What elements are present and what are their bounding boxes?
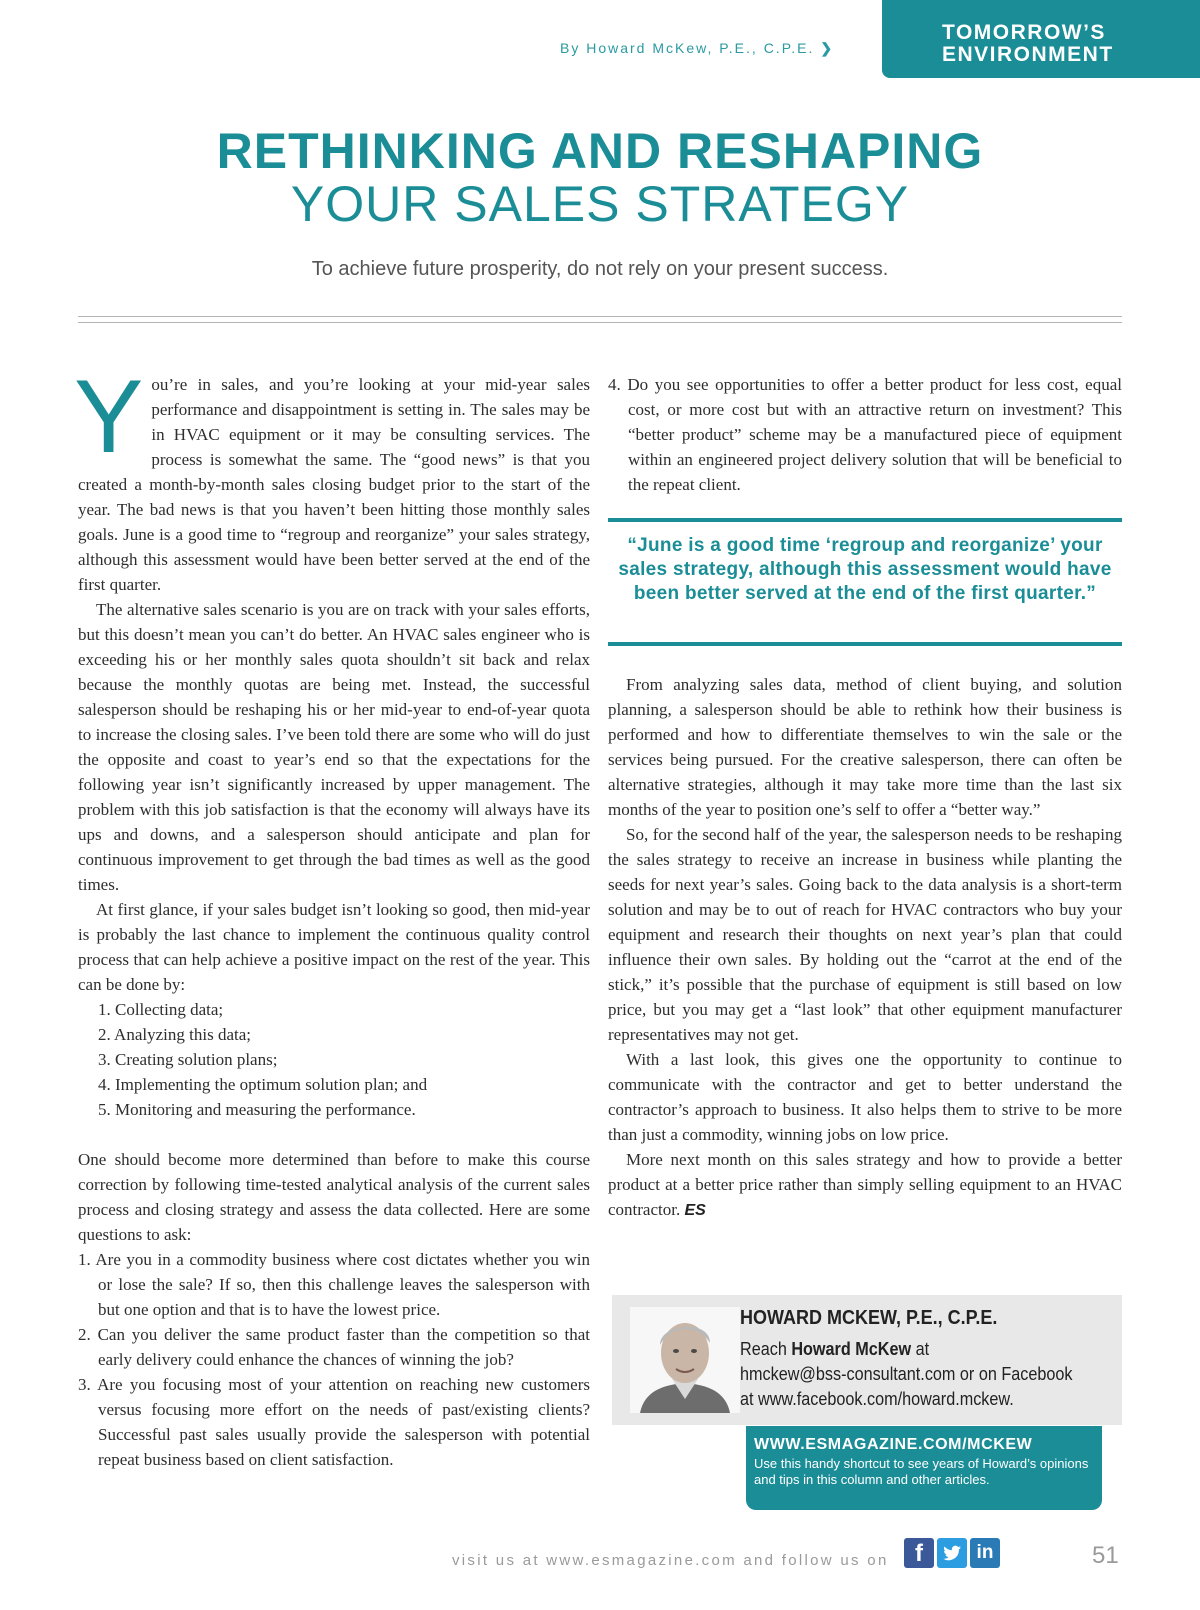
list-item: 1. Collecting data; <box>98 1000 224 1019</box>
headline-line1: RETHINKING AND RESHAPING <box>216 123 984 179</box>
twitter-icon[interactable] <box>937 1538 967 1568</box>
author-bio <box>612 1295 1122 1425</box>
shortcut-box[interactable] <box>746 1426 1102 1510</box>
author-photo <box>630 1307 740 1413</box>
section-tab <box>882 0 1200 78</box>
reach-prefix: Reach <box>740 1339 787 1359</box>
list-item: 3. Are you focusing most of your attention on reaching new customers versus focusing more effort on the needs of past/existing clients? Successful past sales usually provide the salesperson with potential repeat business based on client satisfaction. <box>78 1375 590 1469</box>
byline <box>560 40 840 57</box>
paragraph-intro <box>74 359 590 597</box>
list-item: 4. Do you see opportunities to offer a better product for less cost, equal cost, or more cost but with an attractive return on investment? This “better product” scheme may be a manufactured piece of equipment within an engineered project delivery solution that will be beneficial to the repeat client. <box>608 375 1122 494</box>
linkedin-icon[interactable]: in <box>970 1538 1000 1568</box>
dek: To achieve future prosperity, do not rely on your present success. <box>311 258 889 280</box>
chevron-right-icon: ❯ <box>820 40 835 56</box>
paragraph-7: With a last look, this gives one the opportunity to continue to communicate with the contractor and get to better understand the contractor’s approach to business. It also helps them to strive to be more than just a commodity, winning jobs on low price. <box>608 1050 1122 1144</box>
shortcut-url-link[interactable]: WWW.ESMAGAZINE.COM/MCKEW <box>754 1436 1033 1453</box>
section-tab-line1: TOMORROW’S <box>942 21 1106 44</box>
page-number: 51 <box>1092 1542 1119 1569</box>
author-contact <box>740 1337 1073 1412</box>
twitter-bird-icon <box>937 1538 967 1568</box>
list-item: 4. Implementing the optimum solution plan; and <box>98 1075 428 1094</box>
paragraph-2: The alternative sales scenario is you are on track with your sales efforts, but this doesn’t mean you can’t do better. An HVAC sales engineer who is exceeding his or her monthly sales quota shouldn’t sit back and relax because the monthly quotas are being met. Instead, the successful salesperson should be reshaping his or her mid-year to end-of-year quota to increase the closing sales. I’ve been told there are some who will do just the opposite and coast to year’s end so that the expectations for the following year isn’t significantly increased by upper management. The problem with this job satisfaction is that the economy will always have its ups and downs, and a salesperson should anticipate and plan for continuous improvement to get through the bad times as well as the good times. <box>78 600 590 894</box>
contact-details[interactable]: hmckew@bss-consultant.com or on Facebook at www.facebook.com/howard.mckew. <box>740 1364 1073 1409</box>
list-item: 3. Creating solution plans; <box>98 1050 278 1069</box>
paragraph-3: At first glance, if your sales budget isn’t looking so good, then mid-year is probably the last chance to implement the continuous quality control process that can help achieve a positive impact on the rest of the year. This can be done by: <box>78 900 590 994</box>
questions-list <box>78 1247 590 1472</box>
paragraph-4: One should become more determined than before to make this course correction by following time-tested analytical analysis of the current sales process and closing strategy and assess the data collected. Here are some questions to ask: <box>78 1150 590 1244</box>
column-right-bottom <box>608 672 1122 1223</box>
paragraph-6: So, for the second half of the year, the salesperson needs to be reshaping the sales strategy to receive an increase in business while planting the seeds for next year’s sales. Going back to the data analysis is a short-term solution and may be to out of reach for HVAC contractors who buy your equipment and research their thoughts on next year’s plan that could influence their own sales. By holding out the “carrot at the end of the stick,” it’s possible that the purchase of equipment is still based on low price, but you may get a “last look” that other equipment manufacturer representatives may not get. <box>608 825 1122 1044</box>
author-name: HOWARD MCKEW, P.E., C.P.E. <box>740 1307 998 1329</box>
list-item: 2. Analyzing this data; <box>98 1025 251 1044</box>
pull-quote: “June is a good time ‘regroup and reorganize’ your sales strategy, although this assessment would have been better served at the end of the first quarter.” <box>608 518 1122 646</box>
reach-suffix: at <box>915 1339 930 1359</box>
list-item: 2. Can you deliver the same product faster than the competition so that early delivery could enhance the chances of winning the job? <box>78 1325 590 1369</box>
questions-list-continued <box>608 372 1122 497</box>
spacer <box>78 1122 590 1147</box>
end-mark: ES <box>684 1202 706 1219</box>
reach-name: Howard McKew <box>791 1339 912 1359</box>
drop-cap: Y <box>74 359 144 475</box>
facebook-icon[interactable]: f <box>904 1538 934 1568</box>
list-item: 5. Monitoring and measuring the performance. <box>98 1100 416 1119</box>
column-left <box>74 359 590 1472</box>
paragraph-8 <box>608 1147 1122 1223</box>
page-title <box>0 124 1200 230</box>
author-portrait-image <box>630 1307 740 1413</box>
section-tab-line2: ENVIRONMENT <box>942 43 1114 66</box>
paragraph-1-text: ou’re in sales, and you’re looking at your mid-year sales performance and disappointment is setting in. The sales may be in HVAC equipment or it may be consulting services. The process is somewhat the same. The “good news” is that you created a month-by-month sales closing budget prior to the start of the year. The bad news is that you haven’t been hitting those monthly sales goals. June is a good time to “regroup and reorganize” your sales strategy, although this assessment would have been better served at the end of the first quarter. <box>78 375 590 594</box>
paragraph-8-text: More next month on this sales strategy and how to provide a better product at a better price rather than simply selling equipment to an HVAC contractor. <box>608 1150 1122 1219</box>
column-right-top <box>608 372 1122 497</box>
paragraph-5: From analyzing sales data, method of client buying, and solution planning, a salesperson should be able to rethink how their business is performed and how to differentiate themselves to win the sale or the services being pursued. For the creative salesperson, there can often be alternative strategies, although it may take more time than the last six months of the year to position one’s self to offer a “better way.” <box>608 675 1122 819</box>
divider-bottom <box>78 322 1122 323</box>
shortcut-description: Use this handy shortcut to see years of Howard’s opinions and tips in this column and other articles. <box>754 1456 1089 1487</box>
list-item: 1. Are you in a commodity business where cost dictates whether you win or lose the sale? If so, then this challenge leaves the salesperson with but one option and that is to have the lowest price. <box>78 1250 590 1319</box>
divider-top <box>78 316 1122 317</box>
headline-line2: YOUR SALES STRATEGY <box>290 176 910 232</box>
footer-visit-text: visit us at www.esmagazine.com and follow us on <box>452 1552 889 1569</box>
byline-text: By Howard McKew, P.E., C.P.E. <box>560 40 815 56</box>
steps-list <box>78 997 590 1122</box>
